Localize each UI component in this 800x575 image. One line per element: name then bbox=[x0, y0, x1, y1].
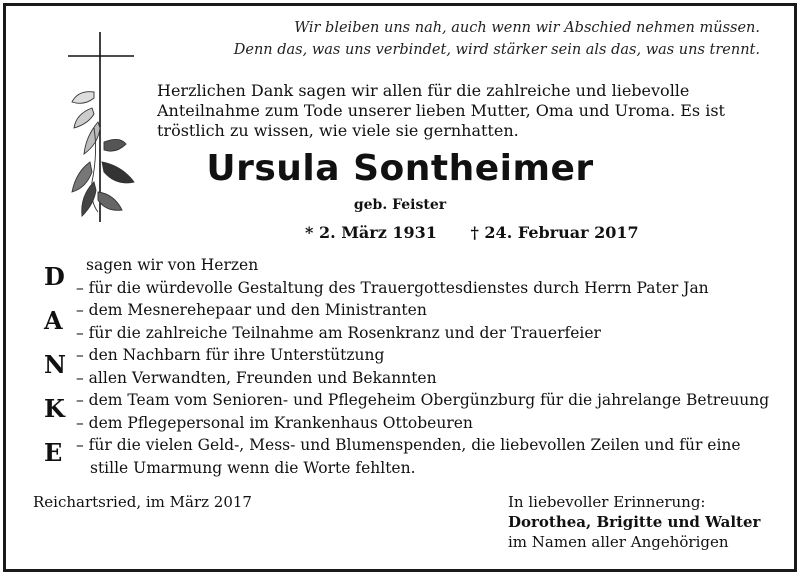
place-date: Reichartsried, im März 2017 bbox=[33, 493, 252, 511]
thanks-item: – für die zahlreiche Teilnahme am Rosenkranz und der Trauerfeier bbox=[76, 323, 601, 342]
danke-letter: A bbox=[44, 306, 63, 335]
cross-lily-icon bbox=[64, 32, 144, 222]
thanks-item: – dem Team vom Senioren- und Pflegeheim Obergünzburg für die jahrelange Betreuung bbox=[76, 391, 770, 409]
birth-date: * 2. März 1931 bbox=[305, 223, 437, 242]
motto-line-1: Wir bleiben uns nah, auch wenn wir Abschied nehmen müssen. bbox=[294, 20, 760, 36]
signature-block bbox=[508, 492, 760, 552]
thanks-intro: sagen wir von Herzen bbox=[86, 256, 259, 274]
signature-outro: im Namen aller Angehörigen bbox=[508, 533, 729, 551]
intro-text: Herzlichen Dank sagen wir allen für die zahlreiche und liebevolle Anteilnahme zum Tode unserer lieben Mutter, Oma und Uroma. Es ist tröstlich zu wissen, wie viele sie gernhatten. bbox=[157, 81, 725, 140]
danke-letter: N bbox=[44, 350, 66, 379]
maiden-name: geb. Feister bbox=[353, 197, 447, 213]
motto bbox=[234, 17, 760, 61]
thanks-list bbox=[76, 254, 769, 479]
thanks-item: – dem Pflegepersonal im Krankenhaus Ottobeuren bbox=[76, 413, 473, 432]
danke-letters bbox=[44, 255, 74, 475]
signature-intro: In liebevoller Erinnerung: bbox=[508, 493, 706, 511]
thanks-item: – für die würdevolle Gestaltung des Trauergottesdienstes durch Herrn Pater Jan bbox=[76, 278, 709, 297]
danke-letter: K bbox=[44, 394, 65, 423]
motto-line-2: Denn das, was uns verbindet, wird stärker sein als das, was uns trennt. bbox=[233, 42, 760, 58]
thanks-item: – dem Mesnerehepaar und den Ministranten bbox=[76, 301, 427, 319]
danke-letter: D bbox=[44, 262, 65, 291]
life-dates bbox=[305, 223, 639, 242]
thanks-item: – allen Verwandten, Freunden und Bekannten bbox=[76, 368, 437, 387]
thanks-item-continuation: stille Umarmung wenn die Worte fehlten. bbox=[90, 458, 416, 477]
thanks-item: – den Nachbarn für ihre Unterstützung bbox=[76, 346, 385, 364]
thanks-item: – für die vielen Geld-, Mess- und Blumenspenden, die liebevollen Zeilen und für eine bbox=[76, 436, 741, 454]
danke-letter: E bbox=[44, 438, 63, 467]
deceased-name: Ursula Sontheimer bbox=[206, 148, 594, 189]
death-date: † 24. Februar 2017 bbox=[470, 223, 639, 242]
signature-names: Dorothea, Brigitte und Walter bbox=[508, 513, 761, 531]
